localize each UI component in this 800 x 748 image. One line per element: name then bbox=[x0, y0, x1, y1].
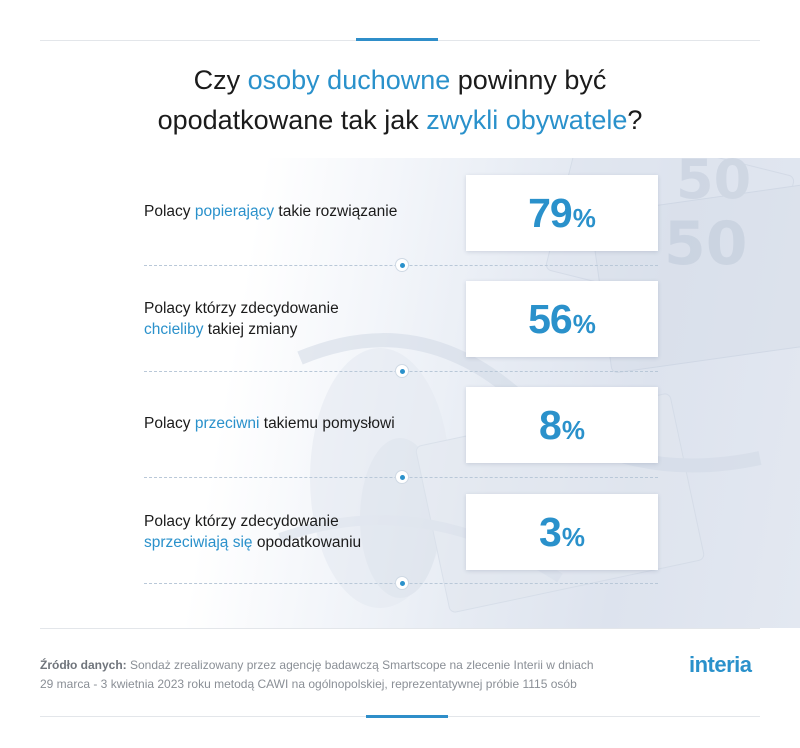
label-text: Polacy bbox=[144, 415, 195, 432]
label-text: Polacy którzy zdecydowanie bbox=[144, 300, 339, 317]
row-1-value-card bbox=[466, 175, 658, 251]
title-highlight: osoby duchowne bbox=[247, 65, 451, 95]
banknote-background bbox=[0, 158, 800, 628]
title-line-1 bbox=[0, 60, 800, 100]
title-line-2 bbox=[0, 100, 800, 140]
interia-logo: interia bbox=[689, 652, 752, 677]
source-label: Źródło danych: bbox=[40, 658, 127, 672]
row-3-value-card bbox=[466, 387, 658, 463]
row-2-label bbox=[144, 298, 339, 340]
value-unit: % bbox=[561, 521, 585, 552]
row-1-label bbox=[144, 201, 397, 222]
title-text: ? bbox=[627, 105, 643, 135]
source-text: Sondaż zrealizowany przez agencję badawczą Smartscope na zlecenie Interii w dniach bbox=[126, 658, 594, 672]
divider-dot-icon bbox=[395, 364, 409, 378]
divider-dot-icon bbox=[395, 258, 409, 272]
svg-text:50: 50 bbox=[676, 158, 752, 211]
value-unit: % bbox=[561, 414, 585, 445]
row-4-label bbox=[144, 511, 361, 553]
value-unit: % bbox=[572, 202, 596, 233]
chart-title bbox=[0, 60, 800, 140]
source-top-rule bbox=[40, 628, 760, 629]
label-text: opodatkowaniu bbox=[252, 534, 362, 551]
label-highlight: chcieliby bbox=[144, 321, 204, 338]
divider-dot-icon bbox=[395, 470, 409, 484]
label-highlight: przeciwni bbox=[194, 415, 260, 432]
label-text: Polacy bbox=[144, 203, 195, 220]
row-3-label bbox=[144, 413, 395, 434]
title-text: opodatkowane tak jak bbox=[157, 105, 427, 135]
bottom-accent-bar bbox=[366, 715, 448, 718]
title-text: powinny być bbox=[450, 65, 607, 95]
value-unit: % bbox=[572, 308, 596, 339]
row-2-value-card bbox=[466, 281, 658, 357]
value-number: 79 bbox=[528, 189, 572, 236]
label-text: Polacy którzy zdecydowanie bbox=[144, 513, 339, 530]
source-text: 29 marca - 3 kwietnia 2023 roku metodą CAWI na ogólnopolskiej, reprezentatywnej próbie 1115 osób bbox=[40, 677, 577, 691]
title-highlight: zwykli obywatele bbox=[426, 105, 628, 135]
value-number: 3 bbox=[539, 508, 561, 555]
label-text: takie rozwiązanie bbox=[274, 203, 398, 220]
label-highlight: popierający bbox=[194, 203, 275, 220]
label-text: takiemu pomysłowi bbox=[259, 415, 395, 432]
value-number: 8 bbox=[539, 401, 561, 448]
label-highlight: sprzeciwiają się bbox=[144, 534, 253, 551]
source-note bbox=[40, 656, 620, 694]
value-number: 56 bbox=[528, 295, 572, 342]
divider-dot-icon bbox=[395, 576, 409, 590]
svg-text:50: 50 bbox=[664, 209, 748, 279]
title-text: Czy bbox=[193, 65, 248, 95]
top-accent-bar bbox=[356, 38, 438, 41]
label-text: takiej zmiany bbox=[203, 321, 298, 338]
banknote-illustration bbox=[0, 158, 800, 628]
row-4-value-card bbox=[466, 494, 658, 570]
